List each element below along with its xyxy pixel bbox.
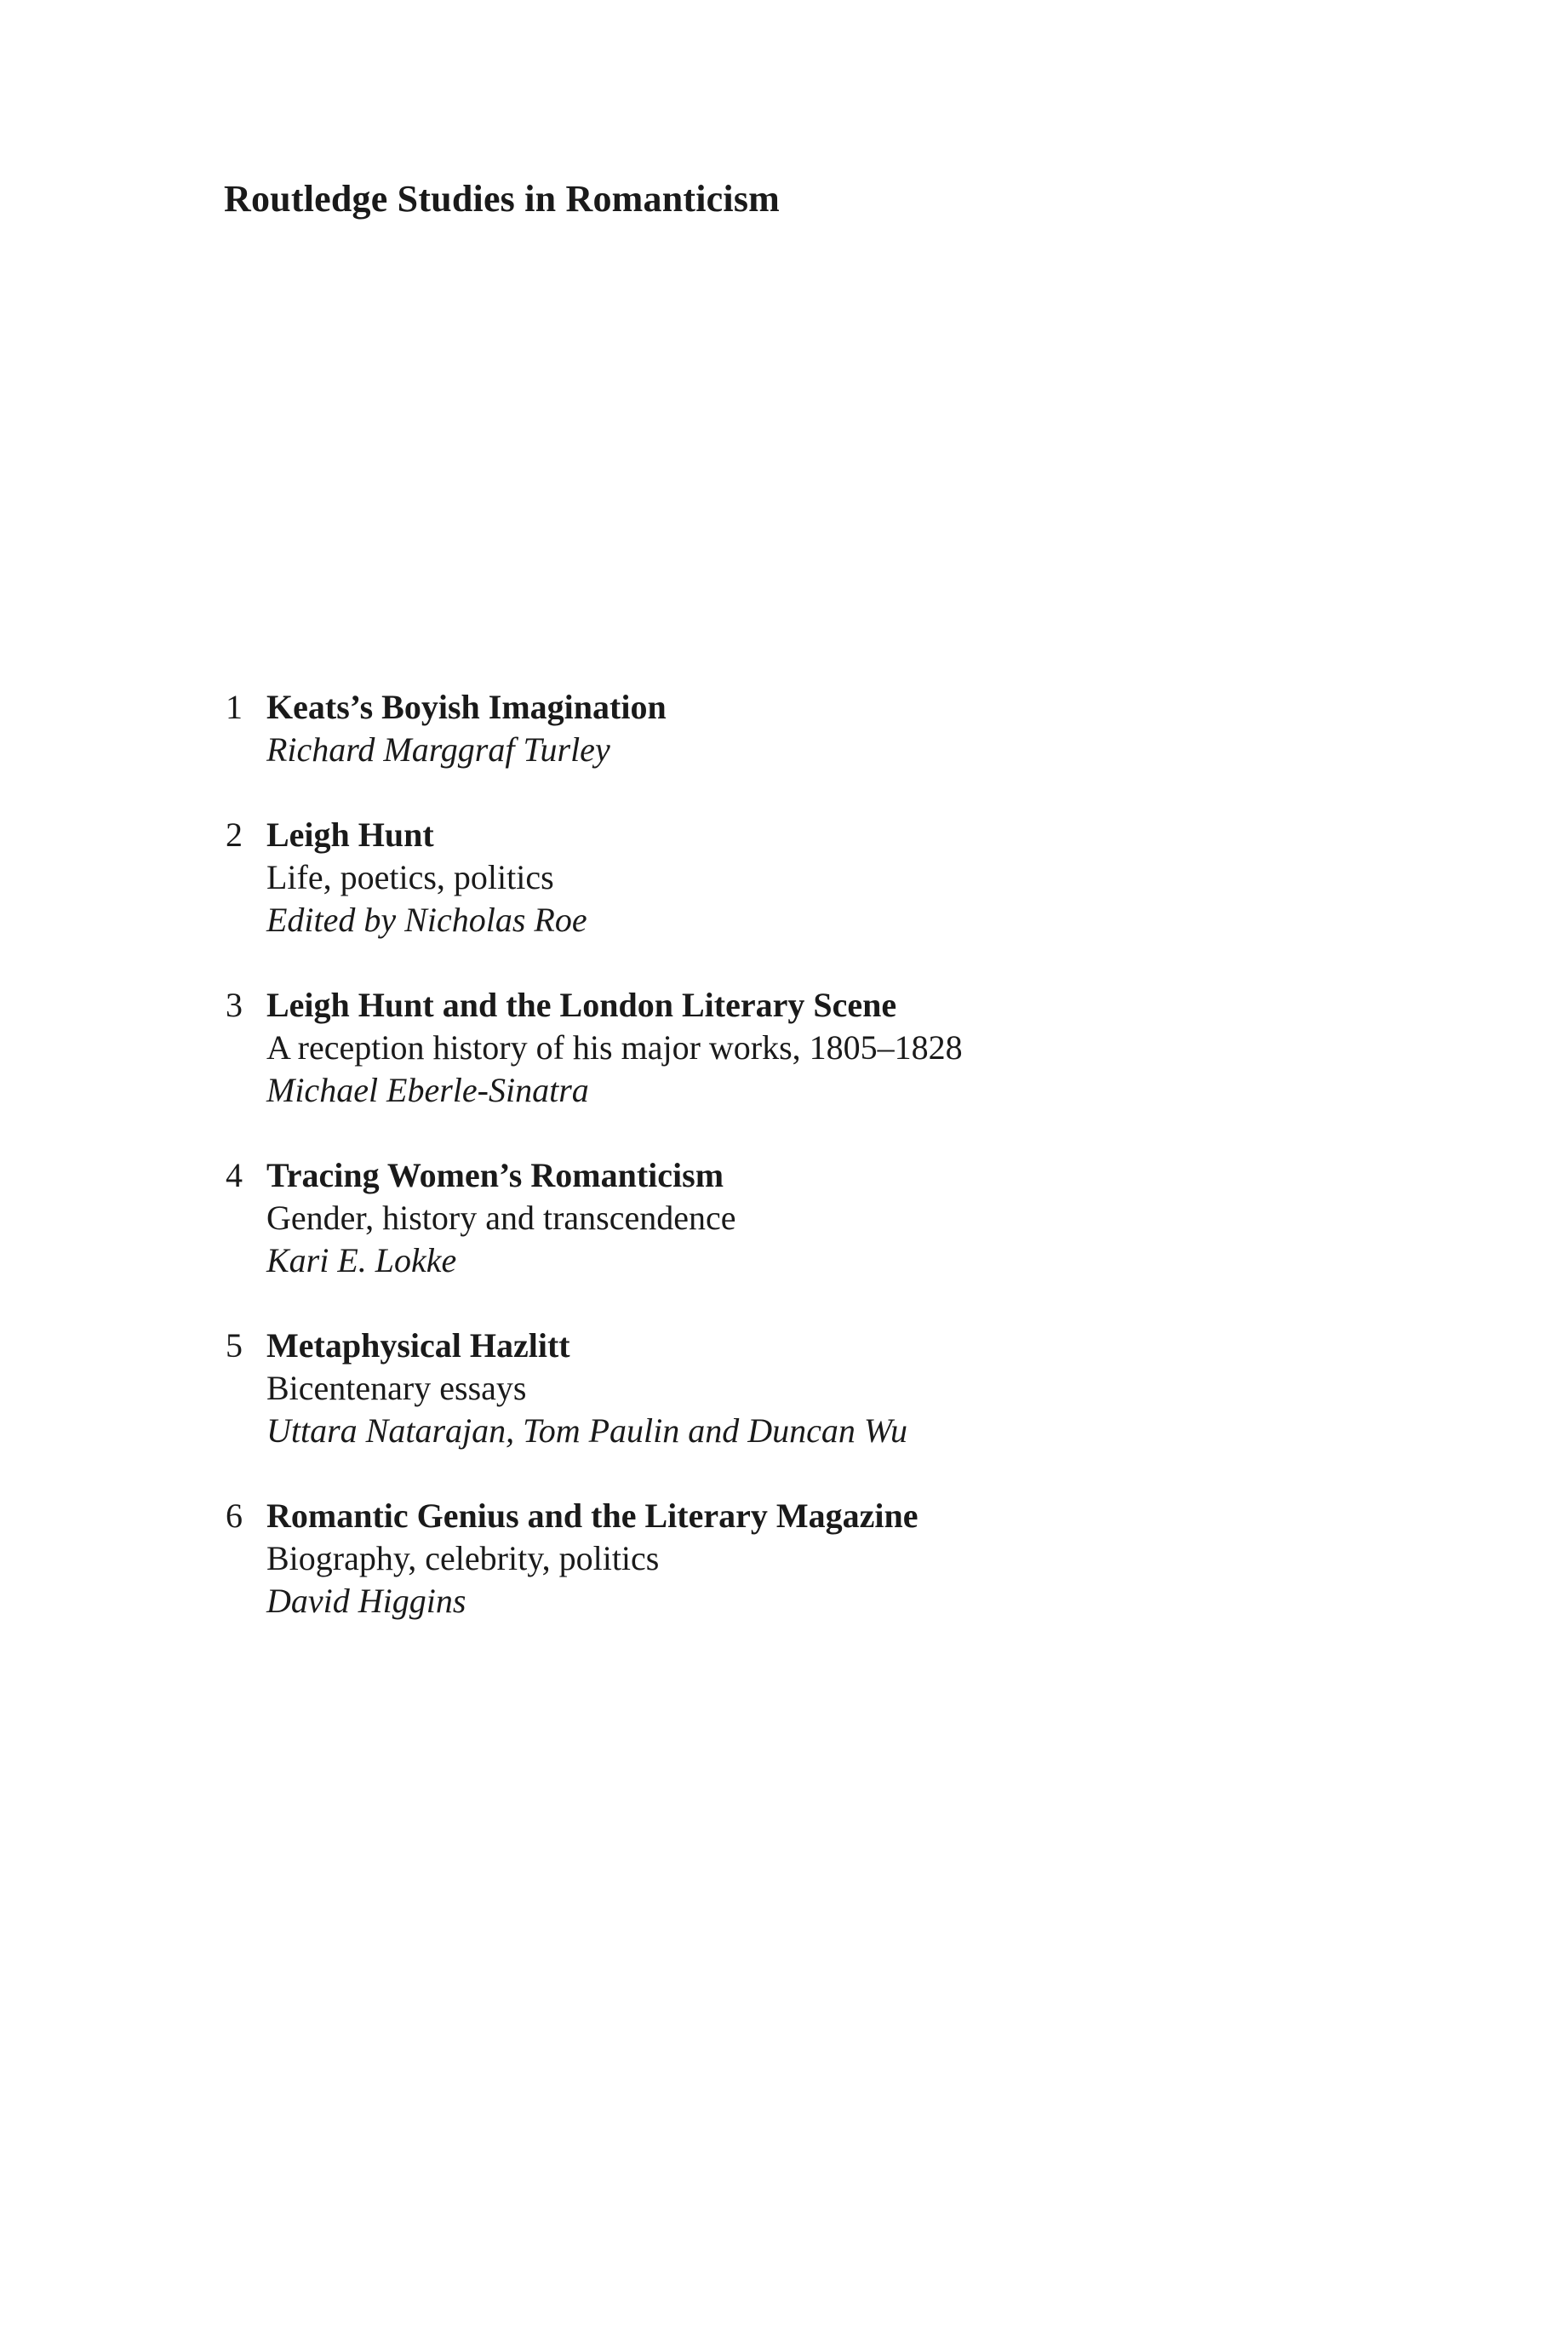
book-number: 6 bbox=[226, 1496, 243, 1535]
series-title: Routledge Studies in Romanticism bbox=[224, 178, 780, 220]
book-number: 5 bbox=[226, 1326, 243, 1365]
book-entry-3 bbox=[224, 984, 1416, 1112]
book-author: Michael Eberle-Sinatra bbox=[266, 1071, 589, 1109]
book-entry-4 bbox=[224, 1154, 1416, 1282]
book-author: David Higgins bbox=[266, 1582, 466, 1620]
book-subtitle: Gender, history and transcendence bbox=[266, 1199, 736, 1237]
book-subtitle: Biography, celebrity, politics bbox=[266, 1539, 660, 1577]
book-entry-6 bbox=[224, 1495, 1416, 1622]
book-entry-2 bbox=[224, 814, 1416, 941]
book-number: 3 bbox=[226, 986, 243, 1024]
book-title: Romantic Genius and the Literary Magazine bbox=[266, 1496, 918, 1535]
book-author: Edited by Nicholas Roe bbox=[266, 901, 587, 939]
book-title: Leigh Hunt bbox=[266, 815, 434, 854]
book-subtitle: A reception history of his major works, 1805–1828 bbox=[266, 1028, 963, 1067]
book-entry-1 bbox=[224, 686, 1416, 771]
book-author: Uttara Natarajan, Tom Paulin and Duncan Wu bbox=[266, 1411, 908, 1450]
book-entry-5 bbox=[224, 1325, 1416, 1452]
book-list bbox=[224, 686, 1416, 1622]
book-number: 1 bbox=[226, 688, 243, 726]
book-title: Leigh Hunt and the London Literary Scene bbox=[266, 986, 897, 1024]
book-author: Richard Marggraf Turley bbox=[266, 730, 610, 769]
book-title: Metaphysical Hazlitt bbox=[266, 1326, 570, 1365]
book-title: Keats’s Boyish Imagination bbox=[266, 688, 667, 726]
book-subtitle: Life, poetics, politics bbox=[266, 858, 554, 896]
book-number: 4 bbox=[226, 1156, 243, 1194]
book-title: Tracing Women’s Romanticism bbox=[266, 1156, 724, 1194]
book-author: Kari E. Lokke bbox=[266, 1241, 457, 1279]
book-number: 2 bbox=[226, 815, 243, 854]
book-subtitle: Bicentenary essays bbox=[266, 1369, 527, 1407]
